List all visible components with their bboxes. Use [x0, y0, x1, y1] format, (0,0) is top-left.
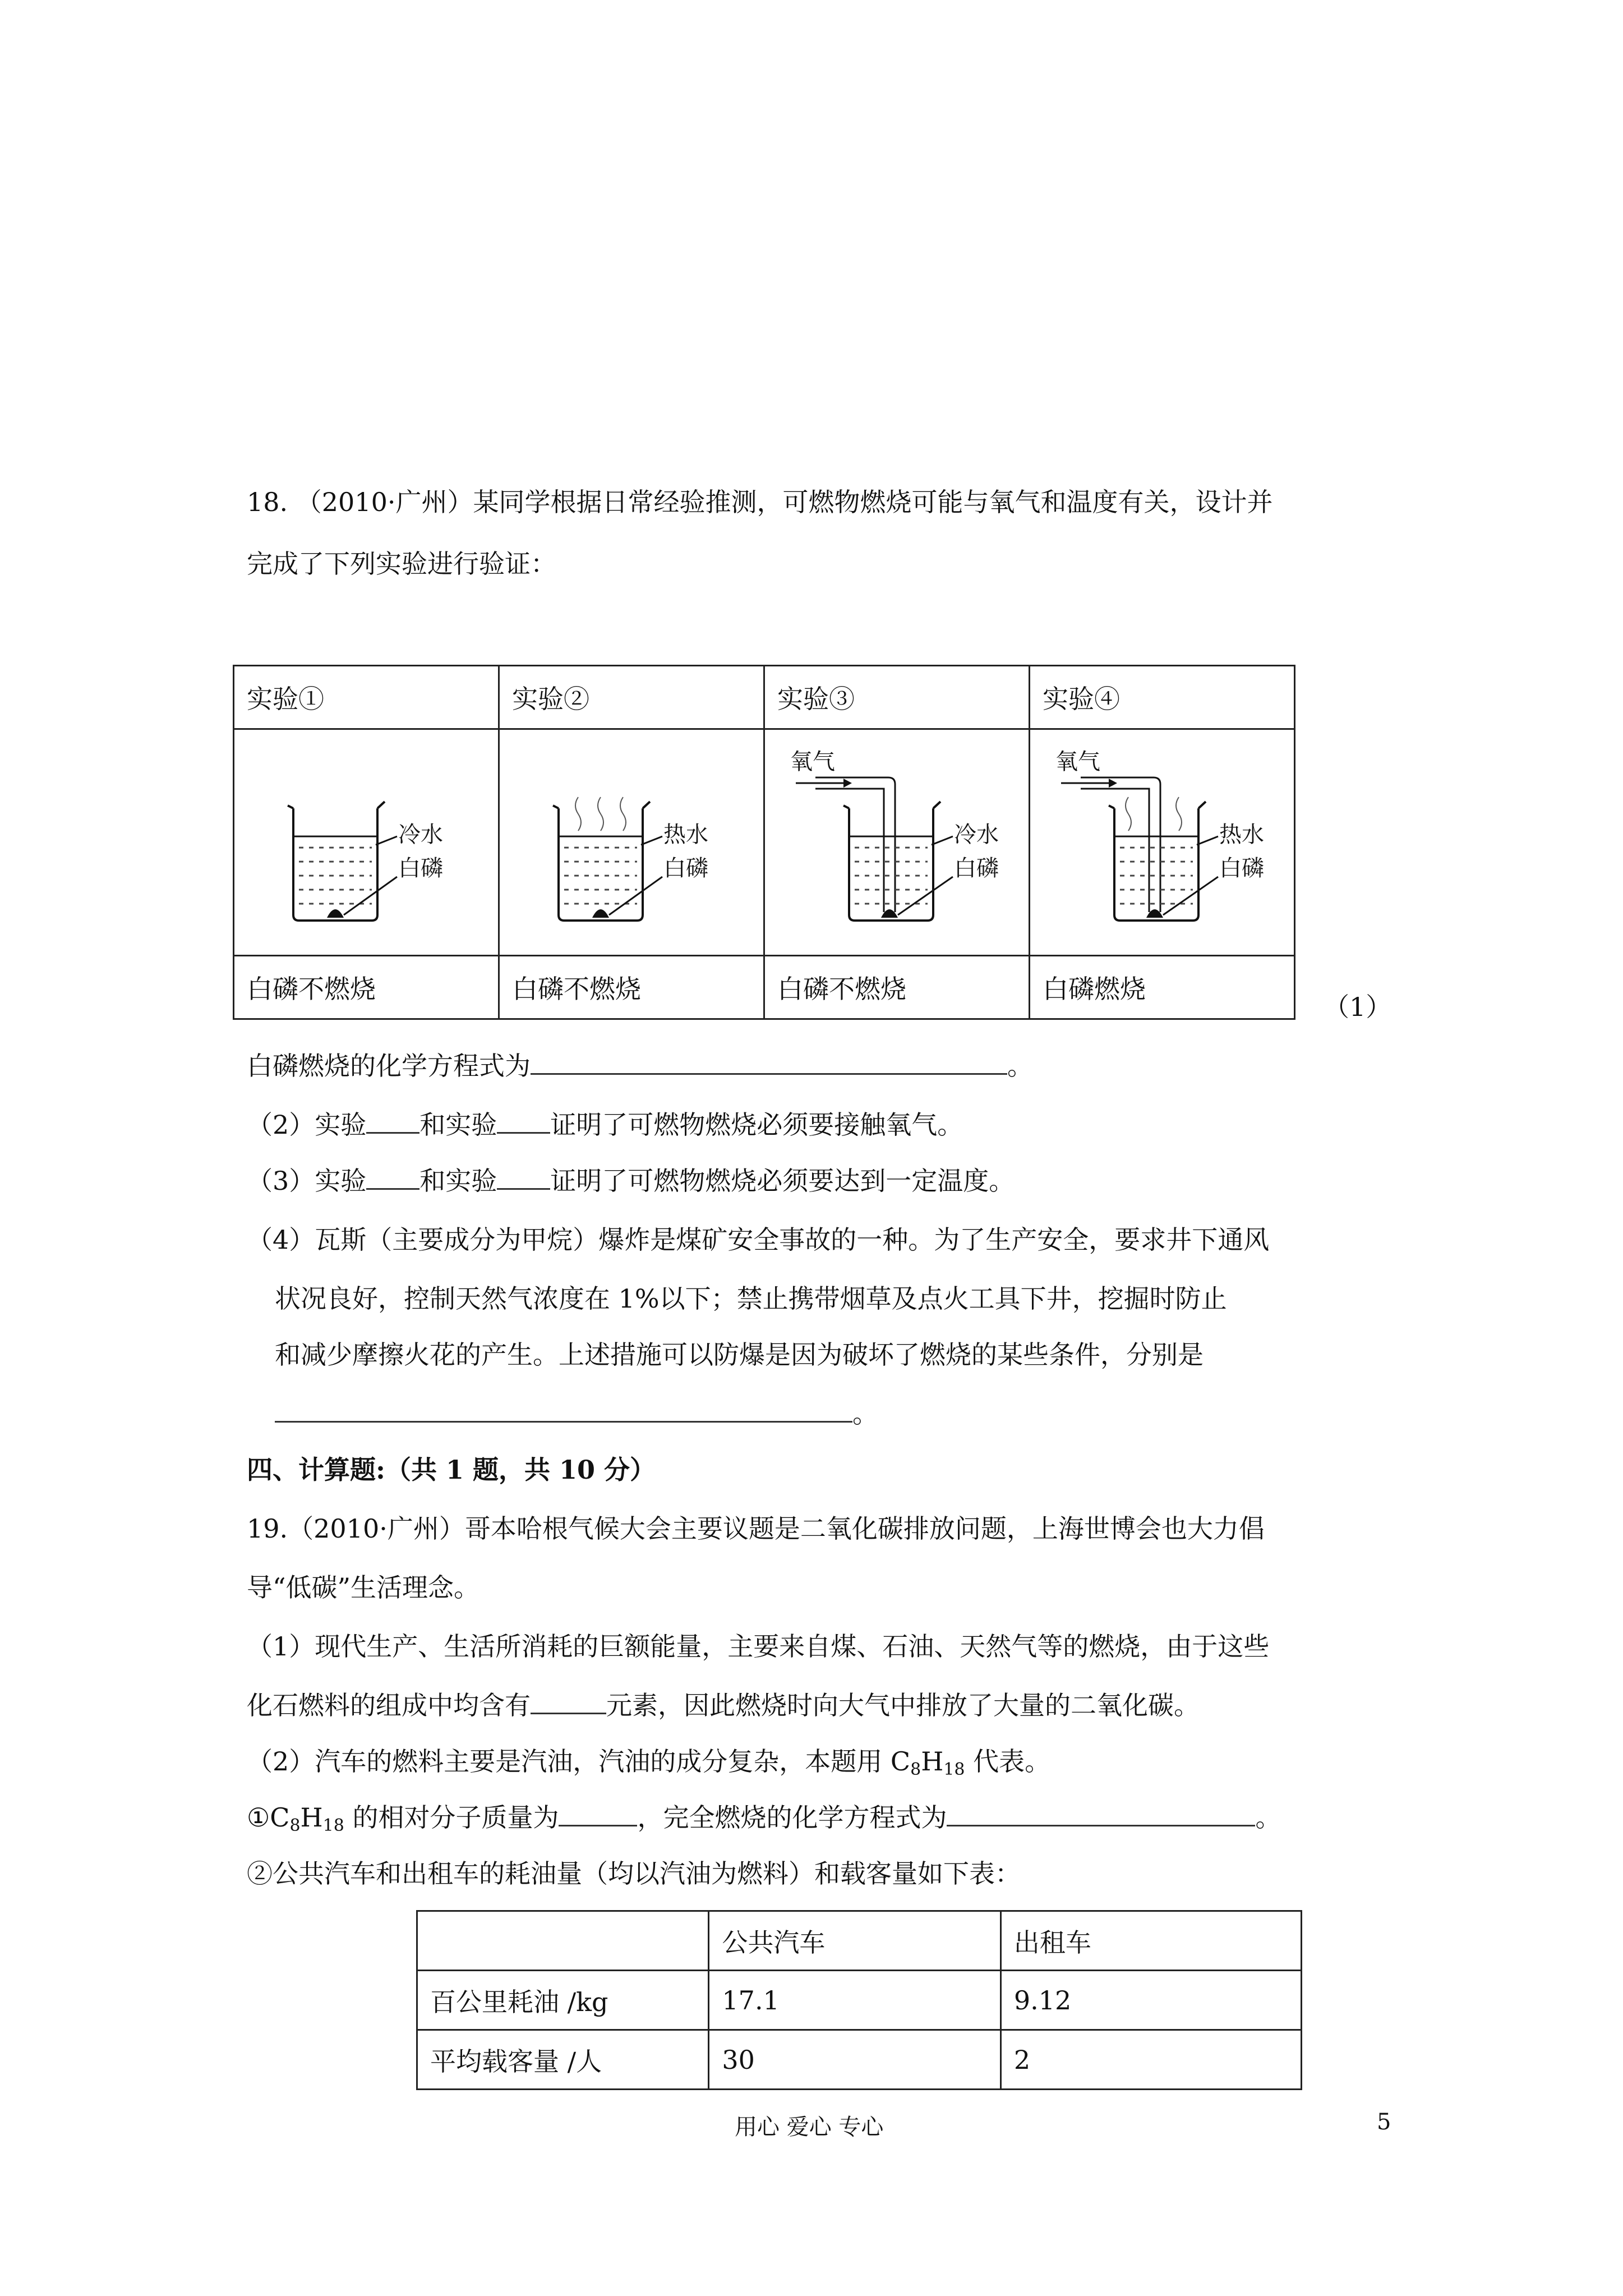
white-phosphorus-label: 白磷 [1219, 855, 1264, 881]
experiment-4-title: 实验④ [1030, 666, 1295, 729]
q19-line2: 导“低碳”生活理念。 [247, 1572, 480, 1603]
experiment-3-result: 白磷不燃烧 [764, 956, 1030, 1019]
experiment-2-diagram [499, 729, 764, 956]
white-phosphorus-label: 白磷 [663, 855, 708, 881]
answer-blank-molar-mass[interactable] [559, 1802, 637, 1826]
q19-part2: （2）汽车的燃料主要是汽油，汽油的成分复杂，本题用 $C_8H_{18}$ 代表。 [247, 1746, 1051, 1779]
hot-water-label: 热水 [1219, 822, 1264, 848]
table-header-bus: 公共汽车 [709, 1911, 1000, 1971]
beaker-hot-water-oxygen-diagram [1030, 730, 1294, 949]
q18-part4-line1: （4）瓦斯（主要成分为甲烷）爆炸是煤矿安全事故的一种。为了生产安全，要求井下通风 [247, 1225, 1270, 1255]
hot-water-label: 热水 [663, 822, 708, 848]
table-row [417, 1971, 1302, 2030]
table-row-label: 平均载客量 /人 [417, 2030, 709, 2090]
q18-part1: 白磷燃烧的化学方程式为 。 [247, 1051, 1033, 1081]
cold-water-label: 冷水 [398, 822, 443, 848]
oxygen-label: 氧气 [790, 749, 835, 775]
experiment-title-row [234, 666, 1295, 729]
table-row-label: 百公里耗油 /kg [417, 1971, 709, 2030]
answer-blank-exp-d[interactable] [497, 1166, 550, 1190]
q18-line2: 完成了下列实验进行验证： [247, 549, 556, 579]
q18-part4-answer: 。 [275, 1397, 878, 1430]
q19-line1: 19.（2010·广州）哥本哈根气候大会主要议题是二氧化碳排放问题，上海世博会也大力倡 [247, 1513, 1265, 1544]
answer-blank-exp-c[interactable] [366, 1166, 419, 1190]
white-phosphorus-label: 白磷 [954, 855, 999, 881]
q19-part1-line1: （1）现代生产、生活所消耗的巨额能量，主要来自煤、石油、天然气等的燃烧，由于这些 [247, 1631, 1270, 1662]
table-cell: 30 [709, 2030, 1000, 2090]
q19-part1-line2: 化石燃料的组成中均含有 元素，因此燃烧时向大气中排放了大量的二氧化碳。 [247, 1690, 1200, 1720]
q19-part2-i: $①C_8H_{18}$ 的相对分子质量为 ，完全燃烧的化学方程式为 。 [247, 1802, 1281, 1835]
answer-blank-exp-b[interactable] [497, 1110, 550, 1134]
q18-part3: （3）实验 和实验 证明了可燃物燃烧必须要达到一定温度。 [247, 1166, 1015, 1196]
experiment-1-title: 实验① [234, 666, 499, 729]
footer-motto: 用心 爱心 专心 [735, 2114, 884, 2140]
beaker-hot-water-diagram [500, 730, 763, 949]
table-header-taxi: 出租车 [1000, 1911, 1301, 1971]
experiment-3-title: 实验③ [764, 666, 1030, 729]
cold-water-label: 冷水 [954, 822, 999, 848]
q18-line1: 18. （2010·广州）某同学根据日常经验推测，可燃物燃烧可能与氧气和温度有关，设计并 [247, 487, 1273, 517]
oxygen-label: 氧气 [1055, 749, 1100, 775]
table-header-empty [417, 1911, 709, 1971]
experiment-2-result: 白磷不燃烧 [499, 956, 764, 1019]
beaker-cold-water-oxygen-diagram [765, 730, 1029, 949]
fuel-consumption-table [416, 1910, 1302, 2090]
q18-part4-line3: 和减少摩擦火花的产生。上述措施可以防爆是因为破坏了燃烧的某些条件，分别是 [275, 1340, 1204, 1370]
table-header-row [417, 1911, 1302, 1971]
experiment-result-row [234, 956, 1295, 1019]
experiment-1-diagram [234, 729, 499, 956]
experiment-4-diagram [1030, 729, 1295, 956]
answer-blank-combustion-equation[interactable] [947, 1802, 1255, 1826]
table-cell: 2 [1000, 2030, 1301, 2090]
table-row [417, 2030, 1302, 2090]
experiment-diagram-row [234, 729, 1295, 956]
q18-part4-line2: 状况良好，控制天然气浓度在 1%以下；禁止携带烟草及点火工具下井，挖掘时防止 [275, 1283, 1227, 1314]
q18-part2: （2）实验 和实验 证明了可燃物燃烧必须要接触氧气。 [247, 1110, 963, 1140]
answer-blank-conditions[interactable] [275, 1398, 852, 1423]
page-number: 5 [1377, 2109, 1391, 2135]
answer-blank-element[interactable] [531, 1690, 606, 1714]
q18-part1-number: （1） [1324, 992, 1392, 1022]
answer-blank-equation[interactable] [531, 1051, 1007, 1075]
answer-blank-exp-a[interactable] [366, 1110, 419, 1134]
white-phosphorus-label: 白磷 [398, 855, 443, 881]
q18-part1-text: 白磷燃烧的化学方程式为 [247, 1051, 531, 1081]
table-cell: 9.12 [1000, 1971, 1301, 2030]
experiment-4-result: 白磷燃烧 [1030, 956, 1295, 1019]
section-4-heading: 四、计算题:（共 1 题，共 10 分） [247, 1455, 656, 1485]
experiment-2-title: 实验② [499, 666, 764, 729]
experiment-3-diagram [764, 729, 1030, 956]
q19-part2-ii: ②公共汽车和出租车的耗油量（均以汽油为燃料）和载客量如下表： [247, 1858, 1021, 1889]
experiment-1-result: 白磷不燃烧 [234, 956, 499, 1019]
table-cell: 17.1 [709, 1971, 1000, 2030]
experiment-table [233, 665, 1295, 1020]
beaker-cold-water-diagram [234, 730, 498, 949]
